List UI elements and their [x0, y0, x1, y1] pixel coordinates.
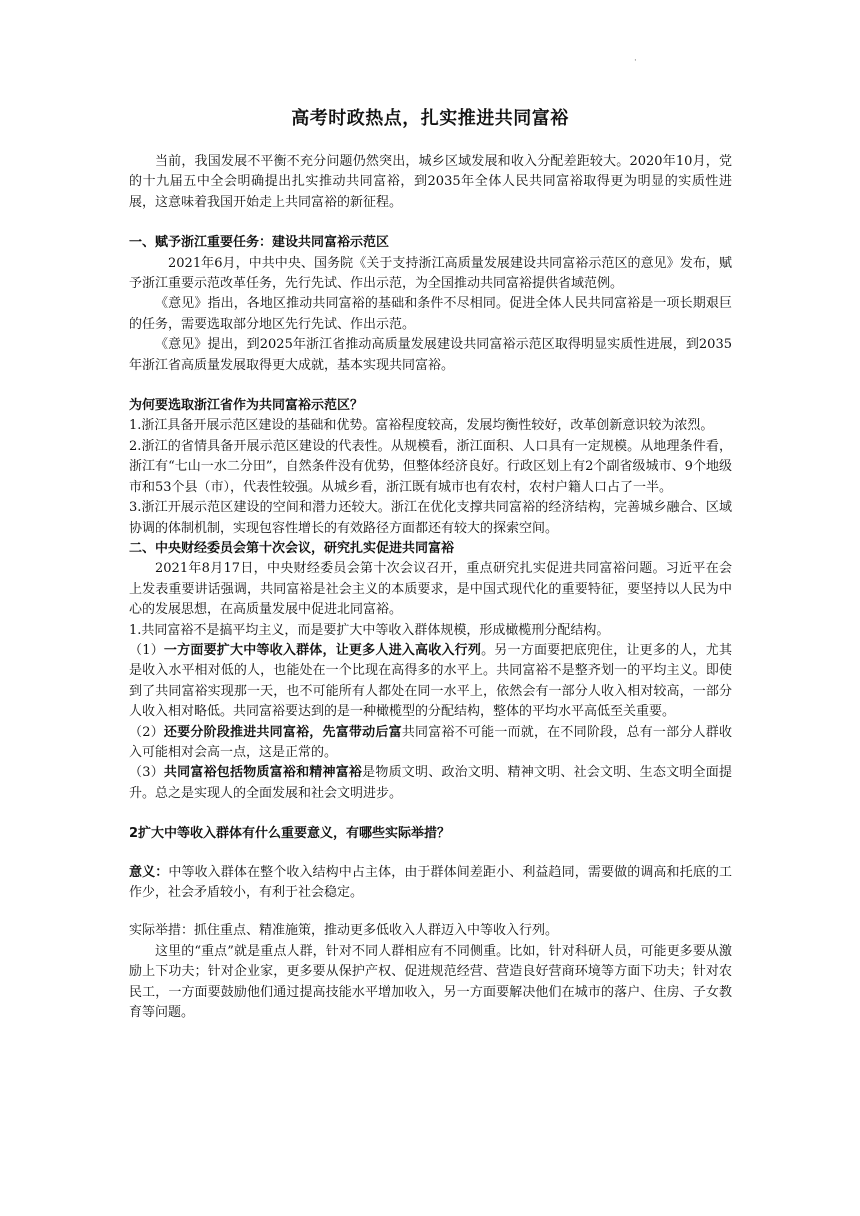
measures-detail-paragraph: 这里的“重点”就是重点人群，针对不同人群相应有不同侧重。比如，针对科研人员，可能更多要从激励上下功夫；针对企业家，更多要从保护产权、促进规范经营、营造良好营商环境等方面下功夫；针对农民工，一方面要鼓励他们通过提高技能水平增加收入，另一方面要解决他们在城市的落户、住房、子女教育等问题。: [129, 943, 732, 1021]
section-1-paragraph: 2021年6月，中共中央、国务院《关于支持浙江高质量发展建设共同富裕示范区的意见》发布，赋予浙江重要示范改革任务，先行先试、作出示范，为全国推动共同富裕提供省域范例。: [129, 255, 732, 292]
section-2-paragraph: 1.共同富裕不是搞平均主义，而是要扩大中等收入群体规模，形成橄榄刑分配结构。: [129, 622, 610, 638]
item-text: 。另一方面要把底兜住，让更多的人，尤其是收入水平相对低的人，也能处在一个比现在高得多的水平上。共同富裕不是整齐划一的平均主义。即使到了共同富裕实现那一天，也不可能所有人都处在同一水平上，依然会有一部分人收入相对较高，一部分人收入相对略低。共同富裕要达到的是一种橄榄型的分配结构，整体的平均水平高低至关重要。: [129, 642, 732, 720]
meaning-paragraph: [129, 863, 732, 904]
section-2-item: [129, 641, 732, 723]
item-number: （3）: [129, 765, 164, 781]
intro-paragraph: 当前，我国发展不平衡不充分问题仍然突出，城乡区域发展和收入分配差距较大。2020年10月，党的十九届五中全会明确提出扎实推动共同富裕，到2035年全体人民共同富裕取得更为明显的实质性进展，这意味着我国开始走上共同富裕的新征程。: [129, 154, 732, 210]
section-2-item: [129, 723, 732, 764]
section-2-item: [129, 763, 732, 804]
section-2-heading: 二、中央财经委员会第十次会议，研究扎实促进共同富裕: [129, 540, 455, 556]
item-bold-text: 一方面要扩大中等收入群体，让更多人进入高收入行列: [163, 642, 482, 658]
meaning-text: 中等收入群体在整个收入结构中占主体，由于群体间差距小、利益趋同，需要做的调高和托底的工作少，社会矛盾较小，有利于社会稳定。: [129, 864, 732, 900]
item-bold-text: 还要分阶段推进共同富裕，先富带动后富: [163, 724, 402, 740]
meaning-label: 意义：: [129, 864, 169, 880]
section-1-paragraph: 《意见》指出，各地区推动共同富裕的基础和条件不尽相同。促进全体人民共同富裕是一项长期艰巨的任务，需要选取部分地区先行先试、作出示范。: [129, 296, 732, 332]
why-zhejiang-heading: 为何要选取浙江省作为共同富裕示范区？: [129, 398, 364, 414]
section-1-heading: 一、赋予浙江重要任务：建设共同富裕示范区: [129, 235, 390, 251]
document-body: [129, 152, 732, 1023]
page-dot: ·: [634, 56, 637, 66]
section-2-paragraph: 2021年8月17日，中央财经委员会第十次会议召开，重点研究扎实促进共同富裕问题。习近平在会上发表重要讲话强调，共同富裕是社会主义的本质要求，是中国式现代化的重要特征，要坚持以人民为中心的发展思想，在高质量发展中促进北同富裕。: [129, 561, 732, 618]
why-item: 2.浙江的省情具备开展示范区建设的代表性。从规模看，浙江面积、人口具有一定规模。从地理条件看，浙江有“七山一水二分田”，自然条件没有优势，但整体经济良好。行政区划上有2个副省级城市、9个地级市和53个县（市），代表性较强。从城乡看，浙江既有城市也有农村，农村户籍人口占了一半。: [129, 438, 732, 495]
item-number: （1）: [129, 642, 164, 658]
why-item: 3.浙江开展示范区建设的空间和潜力还较大。浙江在优化支撑共同富裕的经济结构，完善城乡融合、区域协调的体制机制，实现包容性增长的有效路径方面都还有较大的探索空间。: [129, 500, 732, 536]
question-2-heading: 2扩大中等收入群体有什么重要意义，有哪些实际举措？: [129, 826, 451, 842]
item-text: 是物质文明、政治文明、精神文明、社会文明、生态文明全面提升。总之是实现人的全面发展和社会文明进步。: [129, 765, 732, 801]
measures-paragraph: 实际举措：抓住重点、精准施策，推动更多低收入人群迈入中等收入行列。: [129, 923, 559, 939]
item-number: （2）: [129, 724, 164, 740]
item-bold-text: 共同富裕包括物质富裕和精神富裕: [163, 765, 363, 781]
why-item: 1.浙江具备开展示范区建设的基础和优势。富裕程度较高，发展均衡性较好，改革创新意识较为浓烈。: [129, 418, 714, 434]
page-title: 高考时政热点，扎实推进共同富裕: [291, 108, 569, 129]
item-text: 共同富裕不可能一而就，在不同阶段，总有一部分人群收入可能相对会高一点，这是正常的。: [129, 724, 732, 760]
section-1-paragraph: 《意见》提出，到2025年浙江省推动高质量发展建设共同富裕示范区取得明显实质性进展，到2035年浙江省高质量发展取得更大成就，基本实现共同富裕。: [129, 337, 732, 373]
